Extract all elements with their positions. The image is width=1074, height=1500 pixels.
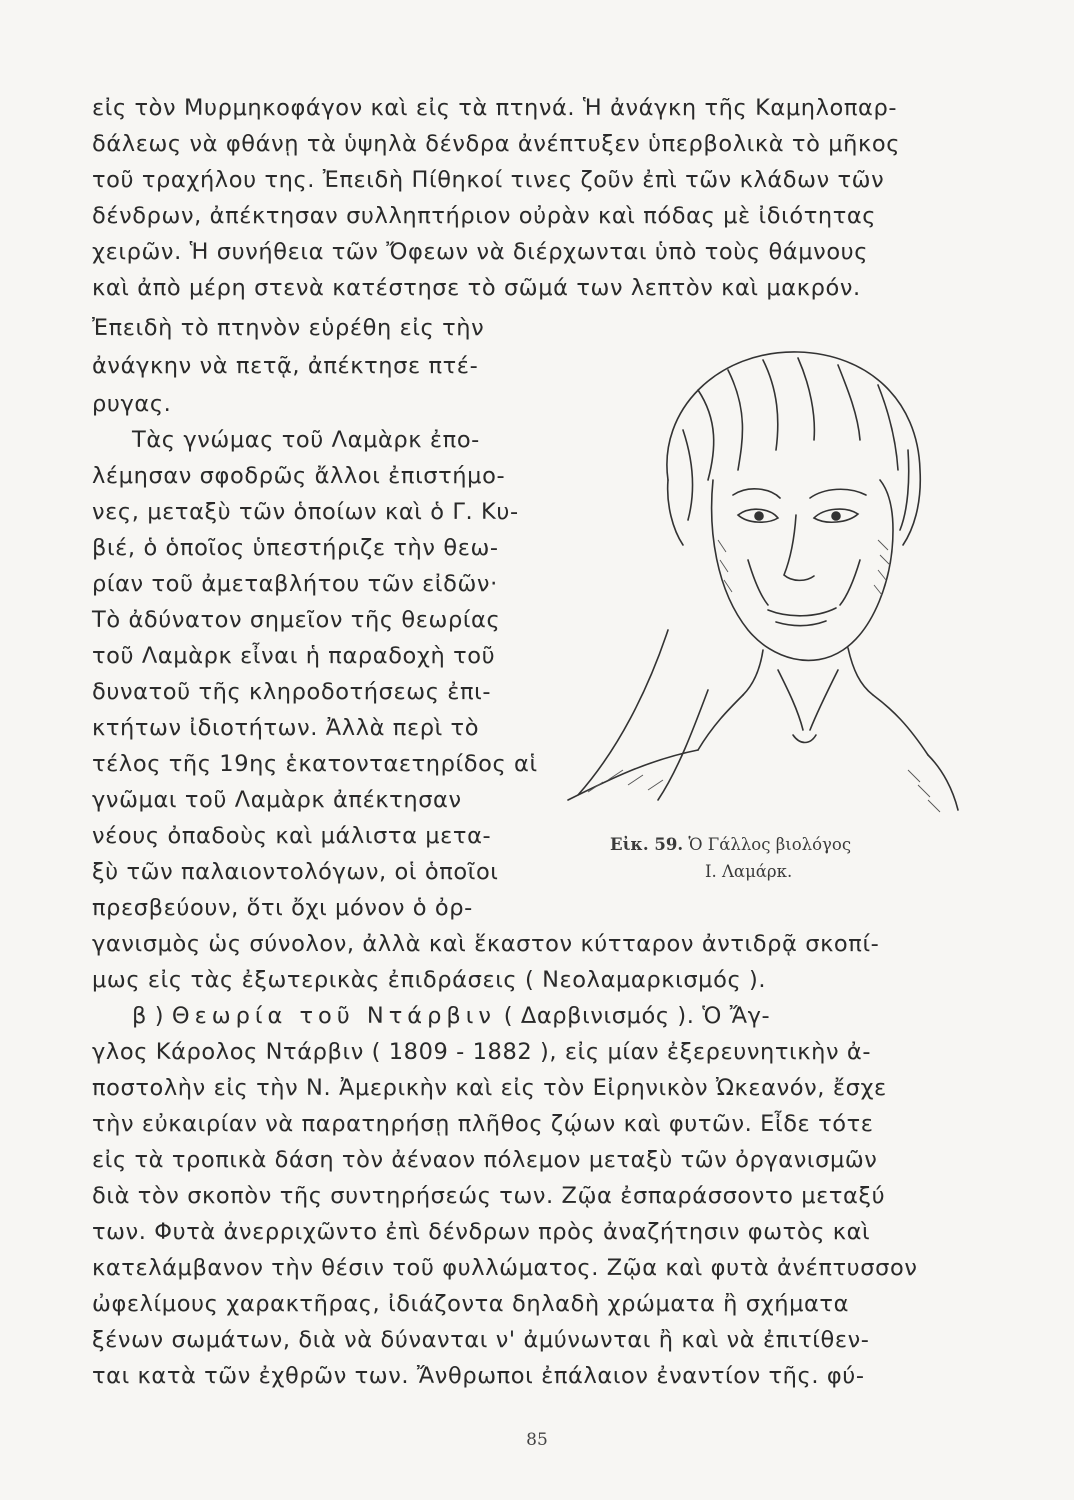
text-line: ποστολὴν εἰς τὴν Ν. Ἀμερικὴν καὶ εἰς τὸν Εἰρηνικὸν Ὠκεανόν, ἔσχε xyxy=(92,1075,887,1101)
text-line: μως εἰς τὰς ἐξωτερικὰς ἐπιδράσεις ( Νεολαμαρκισμός ). xyxy=(92,967,767,993)
text-line: νέους ὀπαδοὺς καὶ μάλιστα μετα- xyxy=(92,823,492,849)
text-line: ρυγας. xyxy=(92,391,172,417)
section-heading-line xyxy=(132,1000,982,1032)
text-line: χειρῶν. Ἡ συνήθεια τῶν Ὄφεων νὰ διέρχωνται ὑπὸ τοὺς θάμνους xyxy=(92,239,869,265)
figure-label: Εἰκ. 59. xyxy=(610,835,684,854)
lamarck-portrait-illustration xyxy=(548,330,968,830)
text-line: τοῦ Λαμὰρκ εἶναι ἡ παραδοχὴ τοῦ xyxy=(92,643,496,669)
text-line: ἀνάγκην νὰ πετᾷ, ἀπέκτησε πτέ- xyxy=(92,353,479,379)
text-line: ξὺ τῶν παλαιοντολόγων, οἱ ὁποῖοι xyxy=(92,859,499,885)
text-line: γανισμὸς ὡς σύνολον, ἀλλὰ καὶ ἕκαστον κύτταρον ἀντιδρᾷ σκοπί- xyxy=(92,931,880,957)
text-line: τέλος τῆς 19ης ἑκατονταετηρίδος αἱ xyxy=(92,751,538,777)
text-line: γλος Κάρολος Ντάρβιν ( 1809 - 1882 ), εἰς μίαν ἐξερευνητικὴν ἀ- xyxy=(92,1039,872,1065)
text-line: νες, μεταξὺ τῶν ὁποίων καὶ ὁ Γ. Κυ- xyxy=(92,499,519,525)
text-line: Τὸ ἀδύνατον σημεῖον τῆς θεωρίας xyxy=(92,607,501,633)
text-line: διὰ τὸν σκοπὸν τῆς συντηρήσεώς των. Ζῷα ἐσπαράσσοντο μεταξύ xyxy=(92,1183,886,1209)
text-line: γνῶμαι τοῦ Λαμὰρκ ἀπέκτησαν xyxy=(92,787,462,813)
text-line: εἰς τὸν Μυρμηκοφάγον καὶ εἰς τὰ πτηνά. Ἡ ἀνάγκη τῆς Καμηλοπαρ- xyxy=(92,95,898,121)
text-line: ται κατὰ τῶν ἐχθρῶν των. Ἄνθρωποι ἐπάλαιον ἐναντίον τῆς. φύ- xyxy=(92,1363,865,1389)
text-line: εἰς τὰ τροπικὰ δάση τὸν ἀέναον πόλεμον μεταξὺ τῶν ὀργανισμῶν xyxy=(92,1147,878,1173)
figure-caption-line1 xyxy=(610,835,851,854)
text-line: Ἐπειδὴ τὸ πτηνὸν εὑρέθη εἰς τὴν xyxy=(92,315,485,341)
text-line: Τὰς γνώμας τοῦ Λαμὰρκ ἐπο- xyxy=(132,427,480,453)
text-line: των. Φυτὰ ἀνερριχῶντο ἐπὶ δένδρων πρὸς ἀναζήτησιν φωτὸς καὶ xyxy=(92,1219,871,1245)
text-line: δάλεως νὰ φθάνῃ τὰ ὑψηλὰ δένδρα ἀνέπτυξεν ὑπερβολικὰ τὸ μῆκος xyxy=(92,131,901,157)
text-line: κτήτων ἰδιοτήτων. Ἀλλὰ περὶ τὸ xyxy=(92,715,480,741)
text-line: λέμησαν σφοδρῶς ἄλλοι ἐπιστήμο- xyxy=(92,463,506,489)
text-line: ρίαν τοῦ ἀμεταβλήτου τῶν εἰδῶν· xyxy=(92,571,498,597)
section-marker: β ) xyxy=(132,1003,165,1029)
section-title: Θεωρία τοῦ Ντάρβιν xyxy=(171,1003,496,1029)
section-heading-rest: ( Δαρβινισμός ). Ὁ Ἄγ- xyxy=(503,1003,771,1029)
text-line: πρεσβεύουν, ὅτι ὄχι μόνον ὁ ὀρ- xyxy=(92,895,473,921)
figure-caption-text: Ὁ Γάλλος βιολόγος xyxy=(688,835,852,854)
text-line: δένδρων, ἀπέκτησαν συλληπτήριον οὐρὰν καὶ πόδας μὲ ἰδιότητας xyxy=(92,203,877,229)
text-line: κατελάμβανον τὴν θέσιν τοῦ φυλλώματος. Ζῷα καὶ φυτὰ ἀνέπτυσσον xyxy=(92,1255,918,1281)
text-line: ξένων σωμάτων, διὰ νὰ δύνανται ν' ἀμύνωνται ἢ καὶ νὰ ἐπιτίθεν- xyxy=(92,1327,870,1353)
text-line: βιέ, ὁ ὁποῖος ὑπεστήριζε τὴν θεω- xyxy=(92,535,499,561)
text-line: τὴν εὐκαιρίαν νὰ παρατηρήσῃ πλῆθος ζῴων καὶ φυτῶν. Εἶδε τότε xyxy=(92,1111,874,1137)
text-line: τοῦ τραχήλου της. Ἐπειδὴ Πίθηκοί τινες ζοῦν ἐπὶ τῶν κλάδων τῶν xyxy=(92,167,885,193)
text-line: καὶ ἀπὸ μέρη στενὰ κατέστησε τὸ σῶμά των λεπτὸν καὶ μακρόν. xyxy=(92,275,861,301)
page-number: 85 xyxy=(526,1430,548,1450)
figure-caption-line2: Ι. Λαμάρκ. xyxy=(705,862,793,881)
text-line: δυνατοῦ τῆς κληροδοτήσεως ἐπι- xyxy=(92,679,492,705)
text-line: ὠφελίμους χαρακτῆρας, ἰδιάζοντα δηλαδὴ χρώματα ἢ σχήματα xyxy=(92,1291,849,1317)
